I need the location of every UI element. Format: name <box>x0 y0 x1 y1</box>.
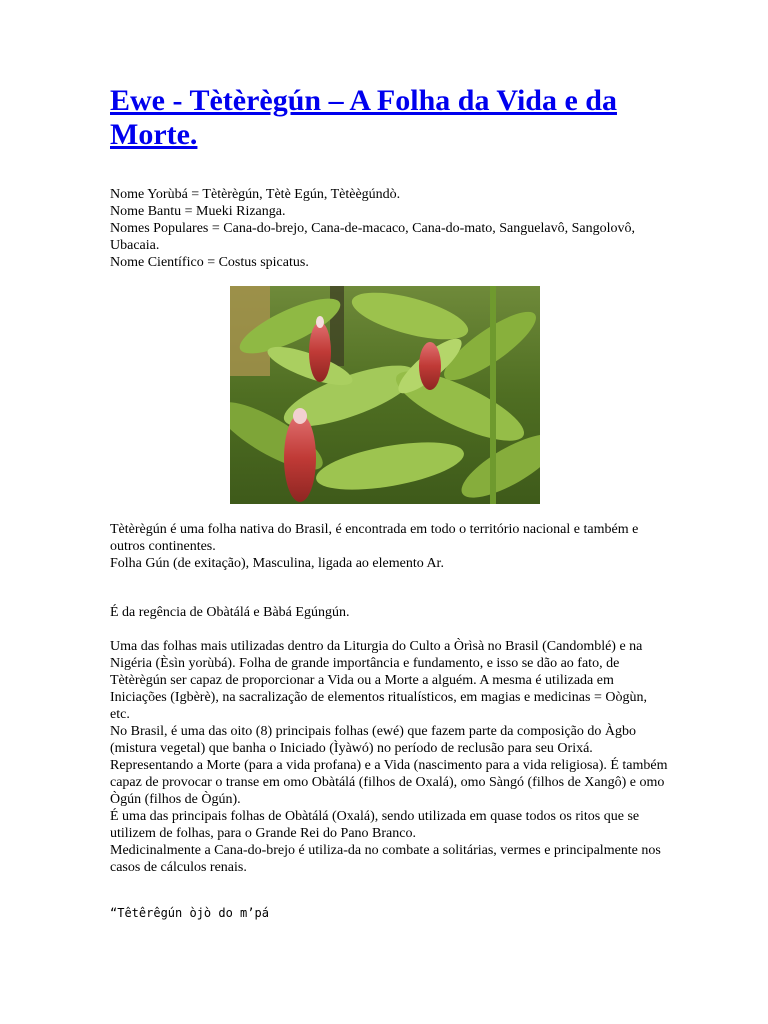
body-paragraph-1: Uma das folhas mais utilizadas dentro da Liturgia do Culto a Òrìsà no Brasil (Candomblé) e na Nigéria (Èsìn yorùbá). Folha de grande importância e fundamento, e isso se dão ao fato, de Tètèrègún ser capaz de proporcionar a Vida ou a Morte a alguém. A mesma é utilizada em Iniciações (Igbèrè), na sacralização de elementos ritualísticos, em magias e medicinas = Oògùn, etc. <box>110 639 647 722</box>
name-scientific: Nome Científico = Costus spicatus. <box>110 255 309 270</box>
names-section <box>110 186 670 271</box>
name-popular: Nomes Populares = Cana-do-brejo, Cana-de-macaco, Cana-do-mato, Sanguelavô, Sangolovô, Ubacaia. <box>110 221 635 253</box>
title-link[interactable]: Ewe - Tètèrègún – A Folha da Vida e da Morte. <box>110 84 617 151</box>
body-paragraph-4: Medicinalmente a Cana-do-brejo é utiliza-da no combate a solitárias, vermes e principalmente nos casos de cálculos renais. <box>110 843 661 875</box>
intro-folha-gun: Folha Gún (de exitação), Masculina, ligada ao elemento Ar. <box>110 556 444 571</box>
name-yoruba: Nome Yorùbá = Tètèrègún, Tètè Egún, Tètèègúndò. <box>110 187 401 202</box>
intro-paragraph: Tètèrègún é uma folha nativa do Brasil, é encontrada em todo o território nacional e também e outros continentes. <box>110 522 639 554</box>
intro-section <box>110 521 670 572</box>
body-paragraph-3: É uma das principais folhas de Obàtálá (Oxalá), sendo utilizada em quase todos os ritos que se utilizem de folhas, para o Grande Rei do Pano Branco. <box>110 809 640 841</box>
regency-section <box>110 604 670 621</box>
body-paragraph-2: No Brasil, é uma das oito (8) principais folhas (ewé) que fazem parte da composição do Àgbo (mistura vegetal) que banha o Iniciado (Ìyàwó) no período de reclusão para seu Orixá. Representando a Morte (para a vida profana) e a Vida (nascimento para a vida religiosa). É também capaz de provocar o transe em omo Obàtálá (filhos de Oxalá), omo Sàngó (filhos de Xangô) e omo Ògún (filhos de Ògún). <box>110 724 668 807</box>
name-bantu: Nome Bantu = Mueki Rizanga. <box>110 204 286 219</box>
quote-line: “Têtêrêgún òjò do m’pá <box>110 906 269 920</box>
body-section <box>110 638 670 876</box>
plant-photo <box>230 286 540 504</box>
regency-text: É da regência de Obàtálá e Bàbá Egúngún. <box>110 605 350 620</box>
plant-photo-icon <box>230 286 540 504</box>
page-title <box>110 84 670 152</box>
